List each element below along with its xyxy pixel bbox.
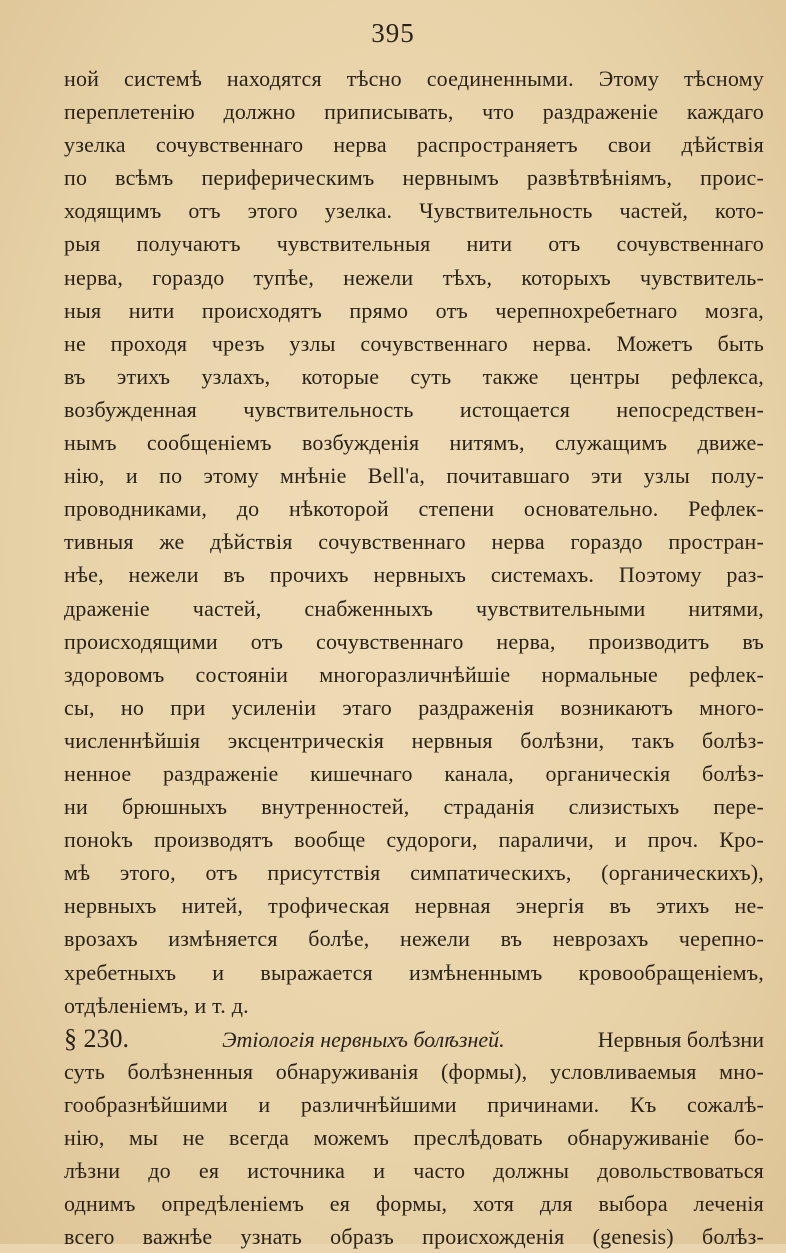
text-line: сы, но при усиленіи этаго раздраженія возникаютъ много- bbox=[64, 694, 764, 720]
text-line: не проходя чрезъ узлы сочувственнаго нерва. Можетъ быть bbox=[64, 330, 764, 356]
text-line: ни брюшныхъ внутренностей, страданія слизистыхъ пере- bbox=[64, 794, 764, 820]
text-line: хребетныхъ и выражается измѣненнымъ кровообращеніемъ, bbox=[64, 959, 764, 985]
page-number: 395 bbox=[371, 18, 415, 48]
text-line: мѣ этого, отъ присутствія симпатическихъ, (органическихъ), bbox=[64, 860, 764, 886]
text-line: проводниками, до нѣкоторой степени основательно. Рефлек- bbox=[64, 496, 764, 522]
text-line: лѣзни до ея источника и часто должны довольствоваться bbox=[64, 1158, 764, 1184]
text-line: узелка сочувственнаго нерва распространяетъ свои дѣйствія bbox=[64, 132, 764, 158]
paragraph-1 bbox=[64, 62, 764, 1022]
text-line: нымъ сообщеніемъ возбужденія нитямъ, служащимъ движе- bbox=[64, 430, 764, 456]
text-line: здоровомъ состояніи многоразличнѣйшіе нормальные рефлек- bbox=[64, 661, 764, 687]
text-line: врозахъ измѣняется болѣе, нежели въ неврозахъ черепно- bbox=[64, 926, 764, 952]
text-line: поноkъ производятъ вообще судороги, параличи, и проч. Кро- bbox=[64, 827, 764, 853]
text-line: ныя нити происходятъ прямо отъ черепнохребетнаго мозга, bbox=[64, 297, 764, 323]
text-line: нервныхъ нитей, трофическая нервная энергія въ этихъ не- bbox=[64, 893, 764, 919]
text-line: нію, и по этому мнѣніе Bell'а, почитавшаго эти узлы полу- bbox=[64, 463, 764, 489]
text-line: переплетенію должно приписывать, что раздраженіе каждаго bbox=[64, 99, 764, 125]
section-number: § 230. bbox=[64, 1023, 129, 1053]
text-line: ной системѣ находятся тѣсно соединенными. Этому тѣсному bbox=[64, 66, 764, 91]
text-line: нію, мы не всегда можемъ преслѣдовать обнаруживаніе бо- bbox=[64, 1125, 764, 1150]
paragraph-2 bbox=[64, 1055, 764, 1253]
text-line: суть болѣзненныя обнаруживанія (формы), условливаемыя мно- bbox=[64, 1058, 764, 1084]
text-line: происходящими отъ сочувственнаго нерва, производитъ въ bbox=[64, 628, 764, 654]
text-line: въ этихъ узлахъ, которые суть также центры рефлекса, bbox=[64, 363, 764, 389]
text-line: ходящимъ отъ этого узелка. Чувствительность частей, кото- bbox=[64, 198, 764, 224]
text-line: нѣе, нежели въ прочихъ нервныхъ системахъ. Поэтому раз- bbox=[64, 562, 764, 588]
text-line: однимъ опредѣленіемъ ея формы, хотя для выбора леченія bbox=[64, 1191, 764, 1217]
text-line: рыя получаютъ чувствительныя нити отъ сочувственнаго bbox=[64, 231, 764, 257]
text-line: отдѣленіемъ, и т. д. bbox=[64, 992, 249, 1018]
text-line: возбужденная чувствительность истощается непосредствен- bbox=[64, 396, 764, 422]
section-text-start: Нервныя болѣзни bbox=[597, 1026, 764, 1052]
text-line: тивныя же дѣйствія сочувственнаго нерва гораздо простран- bbox=[64, 529, 764, 555]
section-title: Этіологія нервныхъ болѣзней. bbox=[222, 1026, 505, 1052]
text-line: ненное раздраженіе кишечнаго канала, органическія болѣз- bbox=[64, 760, 764, 786]
text-line: по всѣмъ периферическимъ нервнымъ развѣтвѣніямъ, проис- bbox=[64, 165, 764, 191]
text-line: всего важнѣе узнать образъ происхожденія (genesis) болѣз- bbox=[64, 1224, 764, 1250]
text-line: нерва, гораздо тупѣе, нежели тѣхъ, которыхъ чувствитель- bbox=[64, 264, 764, 290]
text-line: гообразнѣйшими и различнѣйшими причинами. Къ сожалѣ- bbox=[64, 1091, 764, 1117]
text-line: численнѣйшія эксцентрическія нервныя болѣзни, такъ болѣз- bbox=[64, 727, 764, 753]
text-line: драженіе частей, снабженныхъ чувствительными нитями, bbox=[64, 595, 764, 621]
page-body bbox=[64, 62, 764, 1253]
section-heading-line bbox=[64, 1022, 764, 1055]
